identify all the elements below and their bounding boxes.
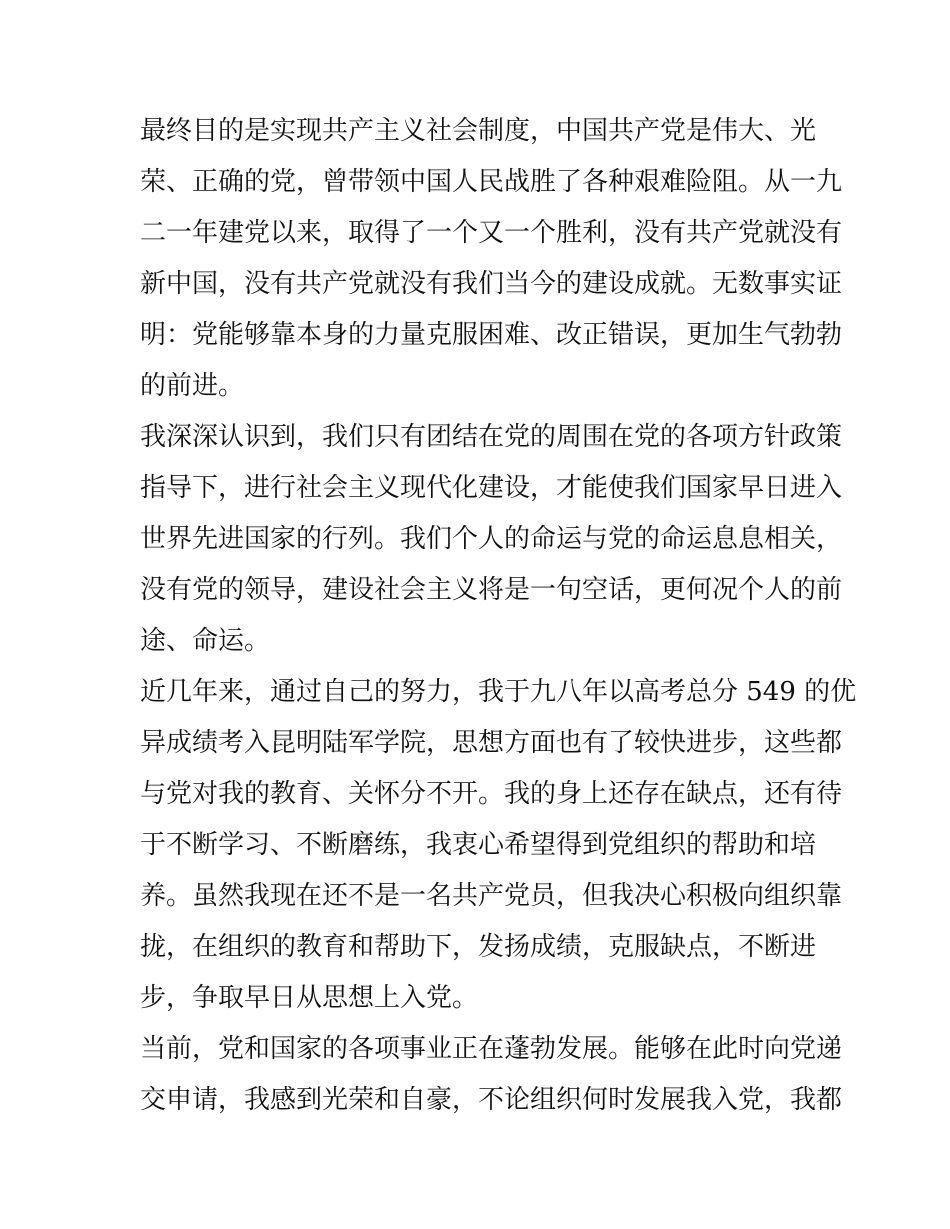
text-line: 拢，在组织的教育和帮助下，发扬成绩，克服缺点，不断进: [140, 932, 817, 962]
paragraph-4: [140, 1024, 843, 1126]
text-line: 我深深认识到，我们只有团结在党的周围在党的各项方针政策: [140, 422, 843, 452]
text-line: 二一年建党以来，取得了一个又一个胜利，没有共产党就没有: [140, 218, 843, 248]
text-line: 没有党的领导，建设社会主义将是一句空话，更何况个人的前: [140, 575, 843, 605]
text-line: 养。虽然我现在还不是一名共产党员，但我决心积极向组织靠: [140, 881, 843, 911]
text-line: 当前，党和国家的各项事业正在蓬勃发展。能够在此时向党递: [140, 1034, 843, 1064]
text-line: 途、命运。: [140, 626, 271, 656]
text-line: 新中国，没有共产党就没有我们当今的建设成就。无数事实证: [140, 269, 843, 299]
text-line: 的前进。: [140, 371, 245, 401]
text-line: 交申请，我感到光荣和自豪，不论组织何时发展我入党，我都: [140, 1085, 843, 1115]
text-line: 世界先进国家的行列。我们个人的命运与党的命运息息相关，: [140, 524, 843, 554]
paragraph-2: [140, 412, 843, 667]
text-line: 步，争取早日从思想上入党。: [140, 983, 479, 1013]
text-line: 异成绩考入昆明陆军学院，思想方面也有了较快进步，这些都: [140, 728, 843, 758]
paragraph-1: [140, 106, 843, 412]
text-line: 明：党能够靠本身的力量克服困难、改正错误，更加生气勃勃: [140, 320, 843, 350]
text-line: 最终目的是实现共产主义社会制度，中国共产党是伟大、光: [140, 116, 817, 146]
text-line: 指导下，进行社会主义现代化建设，才能使我们国家早日进入: [140, 473, 843, 503]
document-body: [140, 106, 857, 1126]
text-line: 近几年来，通过自己的努力，我于九八年以高考总分 549 的优: [140, 677, 857, 707]
paragraph-3: [140, 667, 857, 1024]
text-line: 荣、正确的党，曾带领中国人民战胜了各种艰难险阻。从一九: [140, 167, 843, 197]
text-line: 与党对我的教育、关怀分不开。我的身上还存在缺点，还有待: [140, 779, 843, 809]
text-line: 于不断学习、不断磨练，我衷心希望得到党组织的帮助和培: [140, 830, 817, 860]
